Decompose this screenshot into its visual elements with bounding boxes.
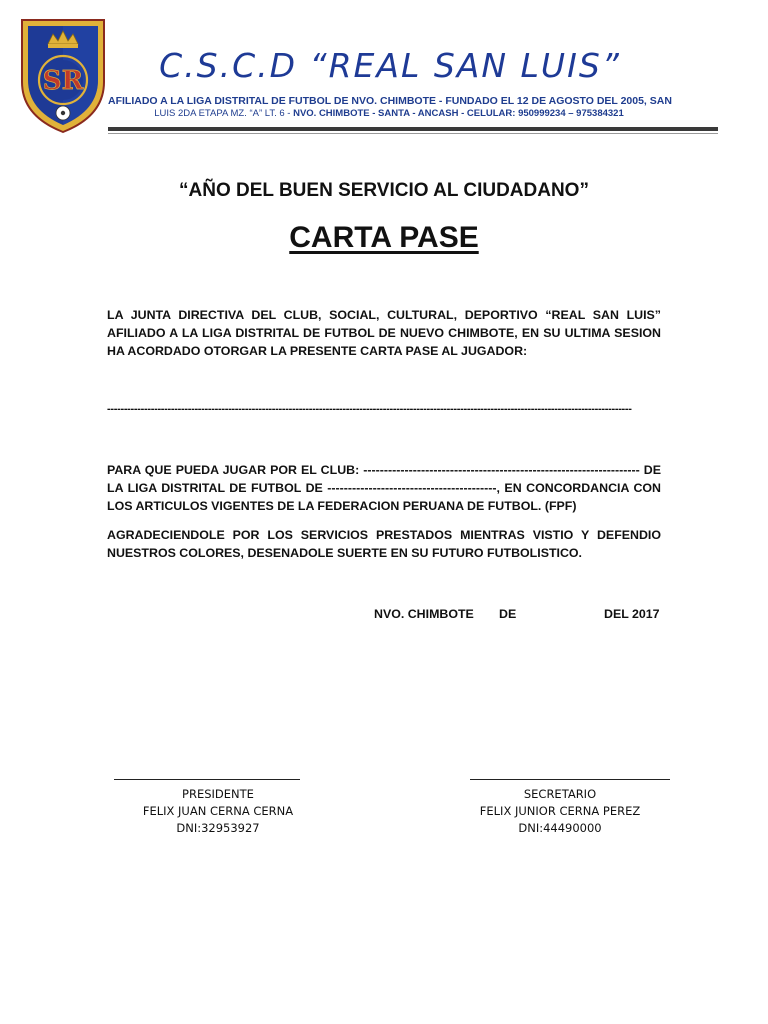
affiliation-line: AFILIADO A LA LIGA DISTRITAL DE FUTBOL DE NVO. CHIMBOTE - FUNDADO EL 12 DE AGOSTO DEL 2005, SAN xyxy=(108,95,672,107)
document-title: CARTA PASE xyxy=(289,221,479,254)
address-line xyxy=(108,108,670,119)
club-paragraph: PARA QUE PUEDA JUGAR POR EL CLUB: ------------------------------------------------------------------- DE LA LIGA DISTRITAL DE FUTBOL DE -----------------------------------------, EN CONCORDANCIA CON LOS ARTICULOS VIGENTES DE LA FEDERACION PERUANA DE FUTBOL. (FPF) xyxy=(107,463,661,513)
president-signature-block xyxy=(100,786,336,837)
crest-initials: SR xyxy=(42,66,84,96)
header-divider xyxy=(108,127,718,131)
club-name: C.S.C.D “REAL SAN LUIS” xyxy=(159,46,621,85)
secretary-dni: DNI:44490000 xyxy=(518,821,602,835)
address-rest: NVO. CHIMBOTE - SANTA - ANCASH - CELULAR: 950999234 – 975384321 xyxy=(293,108,624,119)
president-dni: DNI:32953927 xyxy=(176,821,260,835)
secretary-role: SECRETARIO xyxy=(523,787,597,801)
address-prefix: LUIS 2DA ETAPA MZ. “A” LT. 6 - xyxy=(154,108,294,119)
president-signature-line xyxy=(114,779,300,780)
secretary-name: FELIX JUNIOR CERNA PEREZ xyxy=(479,804,641,818)
date-city: NVO. CHIMBOTE xyxy=(374,607,474,621)
president-role: PRESIDENTE xyxy=(182,787,254,801)
thanks-paragraph: AGRADECIENDOLE POR LOS SERVICIOS PRESTADOS MIENTRAS VISTIO Y DEFENDIO NUESTROS COLORES, DESENADOLE SUERTE EN SU FUTURO FUTBOLISTICO. xyxy=(107,528,661,560)
date-de: DE xyxy=(499,607,517,621)
intro-paragraph: LA JUNTA DIRECTIVA DEL CLUB, SOCIAL, CULTURAL, DEPORTIVO “REAL SAN LUIS” AFILIADO A LA LIGA DISTRITAL DE FUTBOL DE NUEVO CHIMBOTE, EN SU ULTIMA SESION HA ACORDADO OTORGAR LA PRESENTE CARTA PASE AL JUGADOR: xyxy=(107,308,661,358)
header-divider-thin xyxy=(108,133,718,134)
motto: “AÑO DEL BUEN SERVICIO AL CIUDADANO” xyxy=(179,180,589,201)
date-year: DEL 2017 xyxy=(604,607,660,621)
secretary-signature-line xyxy=(470,779,670,780)
secretary-signature-block xyxy=(440,786,680,837)
player-name-blank: ------------------------------------------------------------------------------------------------------------------------------------------------------------ xyxy=(107,403,632,415)
president-name: FELIX JUAN CERNA CERNA xyxy=(142,804,294,818)
club-crest-logo xyxy=(20,16,106,134)
